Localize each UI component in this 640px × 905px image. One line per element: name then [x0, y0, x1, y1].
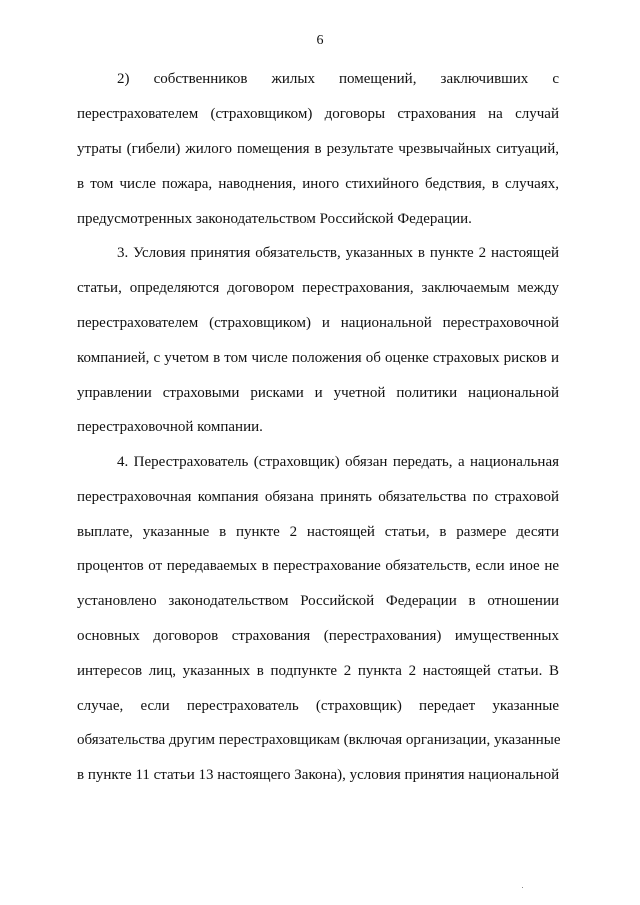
text-line: 3. Условия принятия обязательств, указанных в пункте 2 настоящей: [117, 245, 559, 261]
text-line: случае, если перестрахователь (страховщик) передает указанные: [77, 698, 559, 714]
text-line: 4. Перестрахователь (страховщик) обязан передать, а национальная: [117, 454, 559, 470]
text-line: обязательства другим перестраховщикам (включая организации, указанные: [77, 732, 561, 748]
text-line: статьи, определяются договором перестрахования, заключаемым между: [77, 280, 559, 296]
text-line: процентов от передаваемых в перестрахование обязательств, если иное не: [77, 558, 559, 574]
text-line: перестраховочной компании.: [77, 419, 263, 435]
text-line: предусмотренных законодательством Российской Федерации.: [77, 211, 472, 227]
text-line: перестрахователем (страховщиком) договоры страхования на случай: [77, 106, 559, 122]
text-line: интересов лиц, указанных в подпункте 2 пункта 2 настоящей статьи. В: [77, 663, 559, 679]
text-line: перестрахователем (страховщиком) и национальной перестраховочной: [77, 315, 559, 331]
text-line: установлено законодательством Российской Федерации в отношении: [77, 593, 559, 609]
text-line: выплате, указанные в пункте 2 настоящей статьи, в размере десяти: [77, 524, 559, 540]
page-number: 6: [316, 33, 324, 48]
text-line: основных договоров страхования (перестрахования) имущественных: [77, 628, 559, 644]
text-line: управлении страховыми рисками и учетной политики национальной: [77, 385, 559, 401]
text-line: утраты (гибели) жилого помещения в результате чрезвычайных ситуаций,: [77, 141, 559, 157]
text-line: перестраховочная компания обязана принять обязательства по страховой: [77, 489, 559, 505]
text-line: в пункте 11 статьи 13 настоящего Закона), условия принятия национальной: [77, 767, 560, 783]
scan-speck: [522, 887, 523, 888]
text-line: в том числе пожара, наводнения, иного стихийного бедствия, в случаях,: [77, 176, 559, 192]
text-line: 2) собственников жилых помещений, заключивших с: [117, 71, 559, 87]
text-line: компанией, с учетом в том числе положения об оценке страховых рисков и: [77, 350, 559, 366]
